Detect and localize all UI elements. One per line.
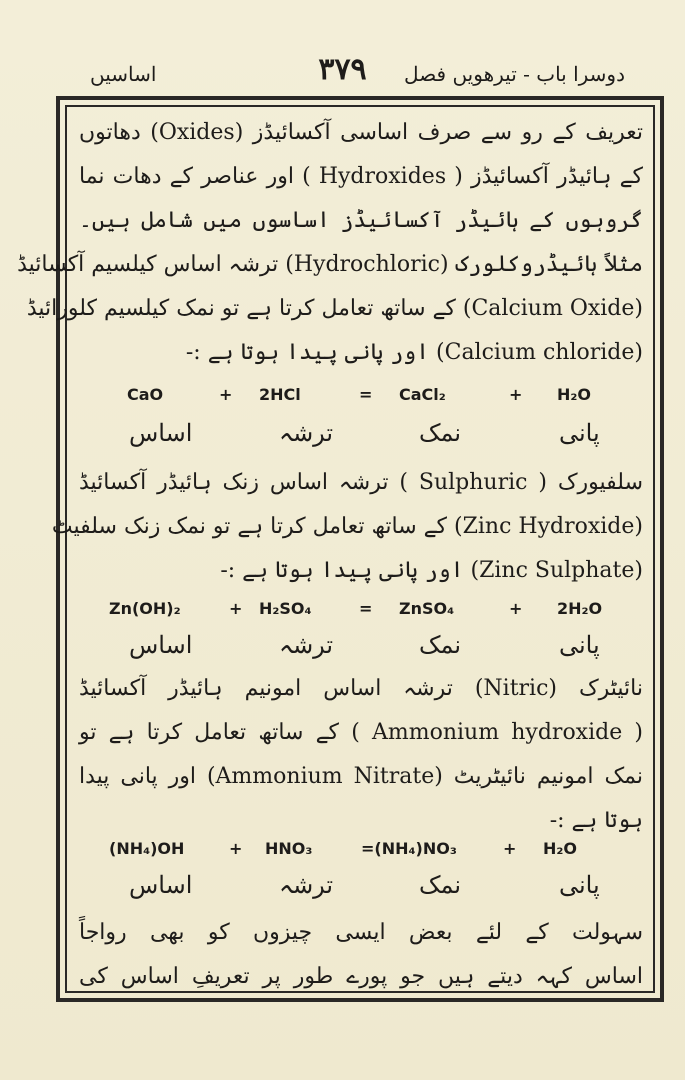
eq-operator: + [509,385,523,404]
eq-term: HNO₃ [265,839,313,858]
eq-term: 2H₂O [557,599,603,618]
label-salt: نمک [419,419,462,447]
eq-term: CaO [127,385,164,404]
label-salt: نمک [419,631,462,659]
label-acid: ترشہ [279,871,334,899]
eq-operator: + [229,599,243,618]
text-frame-inner [17,105,655,993]
eq-term: =(NH₄)NO₃ [361,839,457,858]
text-line: (Calcium Oxide) کے ساتھ تعامل کرتا ہے تو نمک کیلسیم کلورائیڈ [26,296,643,321]
label-water: پانی [559,631,600,659]
text-line: سہولت کے لئے بعض ایسی چیزوں کو بھی رواجاً [79,920,643,945]
running-title-right: دوسرا باب - تیرھویں فصل [404,62,625,86]
text-line: مثلاً ہائیڈروکلورک (Hydrochloric) ترشہ اساس کیلسیم آکسائیڈ [17,252,643,277]
eq-operator: + [229,839,243,858]
eq-term: H₂O [557,385,591,404]
eq-term: ZnSO₄ [399,599,455,618]
text-line: اساس کہہ دیتے ہیں جو پورے طور پر تعریفِ اساس کی [79,964,643,989]
text-line: ( Ammonium hydroxide ) کے ساتھ تعامل کرتا ہے تو [79,720,643,745]
text-line: تعریف کے رو سے صرف اساسی آکسائیڈز (Oxides) دھاتوں [79,120,643,145]
running-title-left: اساسیں [90,62,157,86]
text-line: (Calcium chloride) اور پانی پیدا ہوتا ہے :- [185,340,643,365]
page-header [60,52,625,92]
text-line: (Zinc Sulphate) اور پانی پیدا ہوتا ہے :- [220,558,643,583]
text-line: نمک امونیم نائیٹریٹ (Ammonium Nitrate) اور پانی پیدا [79,764,643,789]
label-base: اساس [129,631,193,659]
eq-term: (NH₄)OH [109,839,185,858]
eq-term: H₂SO₄ [259,599,312,618]
eq-term: CaCl₂ [399,385,446,404]
body-text [17,113,644,989]
equation-3-labels [79,871,643,911]
eq-operator: + [219,385,233,404]
label-acid: ترشہ [279,419,334,447]
label-base: اساس [129,419,193,447]
label-water: پانی [559,871,600,899]
eq-operator: = [359,385,373,404]
eq-operator: + [509,599,523,618]
eq-operator: + [503,839,517,858]
equation-2-labels [79,631,643,671]
text-line: گروہوں کے ہائیڈر آکسائیڈز اساسوں میں شامل ہیں۔ [79,208,643,233]
text-frame [17,96,664,1002]
eq-term: Zn(OH)₂ [109,599,181,618]
equation-1-labels [79,419,643,459]
eq-term: 2HCl [259,385,301,404]
text-line: سلفیورک ( Sulphuric ) ترشہ اساس زنک ہائیڈر آکسائیڈ [79,470,644,495]
eq-term: H₂O [543,839,577,858]
label-water: پانی [559,419,600,447]
text-line: نائیٹرک (Nitric) ترشہ اساس امونیم ہائیڈر آکسائیڈ [79,676,644,701]
text-line: کے ہائیڈر آکسائیڈز ( Hydroxides ) اور عناصر کے دھات نما [79,164,643,189]
label-base: اساس [129,871,193,899]
text-line: (Zinc Hydroxide) کے ساتھ تعامل کرتا ہے تو نمک زنک سلفیٹ [51,514,643,539]
label-salt: نمک [419,871,462,899]
label-acid: ترشہ [279,631,334,659]
page-number: ۳۷۹ [318,52,367,87]
text-line: ہوتا ہے :- [549,808,643,833]
eq-operator: = [359,599,373,618]
